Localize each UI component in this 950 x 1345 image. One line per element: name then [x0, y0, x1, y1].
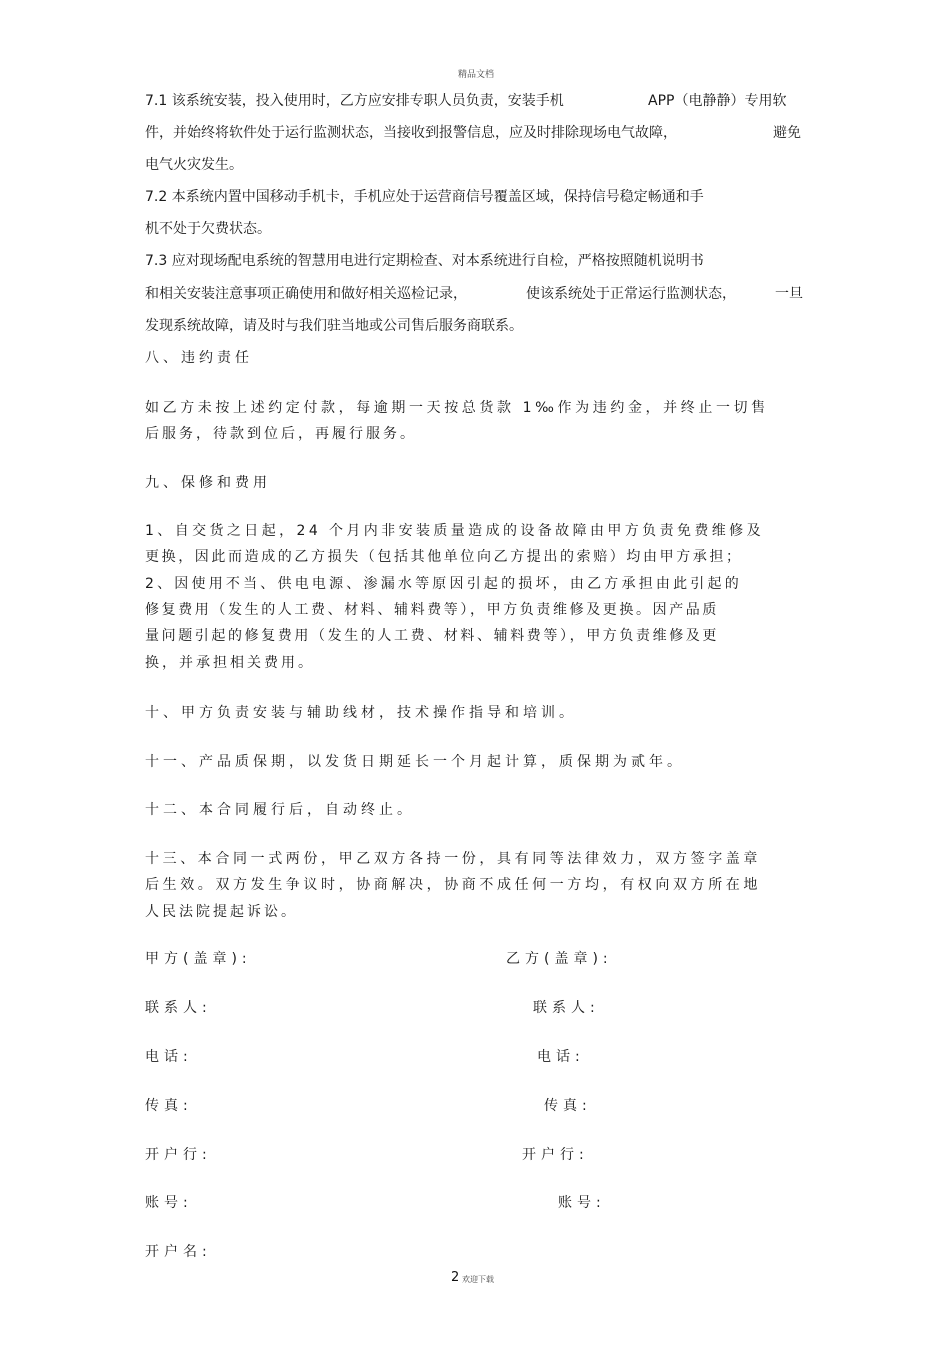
party-b-seal-label: 乙方(盖章):	[506, 951, 613, 967]
section-8-line1	[145, 397, 803, 417]
section-9-line2: 更换，因此而造成的乙方损失（包括其他单位向乙方提出的索赔）均由甲方承担；	[145, 549, 743, 565]
clause-7-1-line2-end: 避免	[773, 125, 801, 141]
party-a-phone-label: 电话:	[145, 1049, 193, 1065]
footer-note: 欢迎下载	[462, 1275, 494, 1284]
party-a-bank-label: 开户行:	[145, 1147, 212, 1163]
section-9-line6: 换，并承担相关费用。	[145, 655, 315, 671]
clause-7-3-line3: 发现系统故障，请及时与我们驻当地或公司售后服务商联系。	[145, 318, 523, 334]
section-8-line2: 后服务，待款到位后，再履行服务。	[145, 426, 417, 442]
section-9-line4: 修复费用（发生的人工费、材料、辅料费等），甲方负责维修及更换。因产品质	[145, 602, 719, 618]
party-a-fax-label: 传真:	[145, 1098, 193, 1114]
section-13-line2: 后生效。双方发生争议时，协商解决，协商不成任何一方均，有权向双方所在地	[145, 877, 761, 893]
section-12: 十二、本合同履行后，自动终止。	[145, 802, 415, 818]
section-9-line1: 1、自交货之日起，24 个月内非安装质量造成的设备故障由甲方负责免费维修及	[145, 523, 764, 539]
section-8-line1-text: 如乙方未按上述约定付款，每逾期一天按总货款 1‰作为违约金，并终止一切售	[145, 400, 769, 416]
party-b-fax-label: 传真:	[544, 1098, 592, 1114]
party-b-bank-label: 开户行:	[522, 1147, 589, 1163]
section-9-heading: 九、保修和费用	[145, 475, 271, 491]
party-a-seal-label: 甲方(盖章):	[145, 951, 252, 967]
party-b-account-label: 账号:	[558, 1195, 606, 1211]
section-10: 十、甲方负责安装与辅助线材，技术操作指导和培训。	[145, 705, 577, 721]
clause-7-1-line1-end: APP（电静静）专用软	[648, 93, 787, 109]
section-9-line3: 2、因使用不当、供电电源、渗漏水等原因引起的损坏，由乙方承担由此引起的	[145, 576, 742, 592]
clause-7-3-line2-end: 一旦	[775, 286, 803, 302]
section-11: 十一、产品质保期，以发货日期延长一个月起计算，质保期为贰年。	[145, 754, 685, 770]
clause-7-3-line2-mid: 使该系统处于正常运行监测状态，	[526, 286, 736, 302]
clause-7-3-line2: 和相关安装注意事项正确使用和做好相关巡检记录，	[145, 286, 467, 302]
section-9-line5: 量问题引起的修复费用（发生的人工费、材料、辅料费等），甲方负责维修及更	[145, 628, 719, 644]
party-a-contact-label: 联系人:	[145, 1000, 212, 1016]
party-b-phone-label: 电话:	[537, 1049, 585, 1065]
clause-7-2-line2: 机不处于欠费状态。	[145, 221, 271, 237]
party-b-contact-label: 联系人:	[533, 1000, 600, 1016]
clause-7-1-line3: 电气火灾发生。	[145, 157, 243, 173]
page-number: 2	[451, 1270, 460, 1285]
section-13-line1: 十三、本合同一式两份，甲乙双方各持一份，具有同等法律效力，双方签字盖章	[145, 851, 761, 867]
page-header: 精品文档	[458, 70, 495, 80]
section-13-line3: 人民法院提起诉讼。	[145, 904, 298, 920]
party-a-account-label: 账号:	[145, 1195, 193, 1211]
clause-7-2-line1: 7.2 本系统内置中国移动手机卡，手机应处于运营商信号覆盖区域，保持信号稳定畅通和手	[145, 189, 704, 205]
party-a-account-name-label: 开户名:	[145, 1244, 212, 1260]
clause-7-3-line1: 7.3 应对现场配电系统的智慧用电进行定期检查、对本系统进行自检，严格按照随机说明书	[145, 253, 704, 269]
clause-7-1-line2: 件，并始终将软件处于运行监测状态，当接收到报警信息，应及时排除现场电气故障，	[145, 125, 677, 141]
section-8-heading: 八、违约责任	[145, 350, 253, 366]
clause-7-1-line1: 7.1 该系统安装，投入使用时，乙方应安排专职人员负责，安装手机	[145, 93, 564, 109]
